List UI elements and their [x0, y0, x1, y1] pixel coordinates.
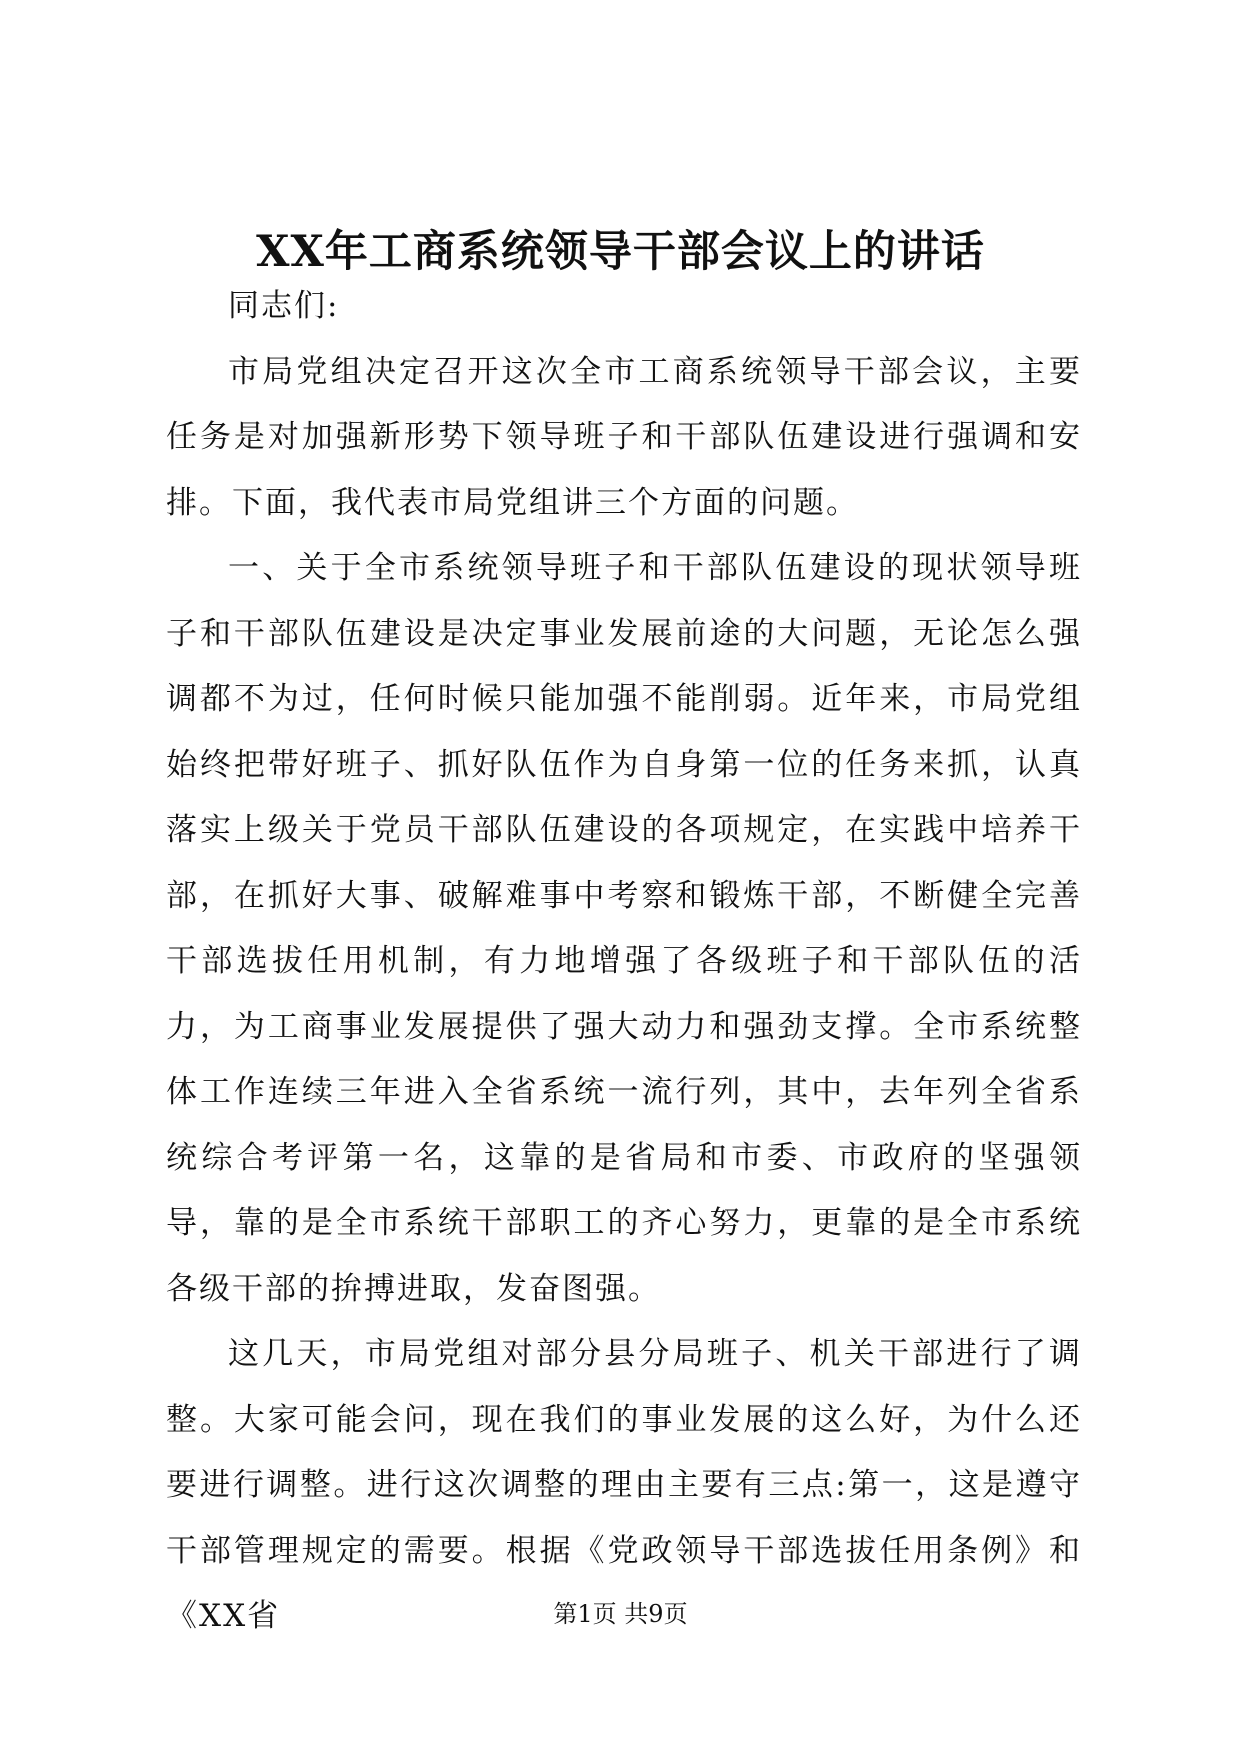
document-body [166, 274, 1082, 1650]
page-footer: 第1页 共9页 [553, 1600, 688, 1628]
salutation-paragraph: 同志们: [228, 288, 340, 324]
intro-paragraph: 市局党组决定召开这次全市工商系统领导干部会议，主要任务是对加强新形势下领导班子和干部队伍建设进行强调和安排。下面，我代表市局党组讲三个方面的问题。 [166, 353, 1082, 521]
adjustment-paragraph: 这几天，市局党组对部分县分局班子、机关干部进行了调整。大家可能会问，现在我们的事业发展的这么好，为什么还要进行调整。进行这次调整的理由主要有三点:第一，这是遵守干部管理规定的需要。根据《党政领导干部选拔任用条例》和《XX省 [166, 1336, 1082, 1634]
document-title: XX年工商系统领导干部会议上的讲话 [256, 227, 985, 277]
section-one-paragraph: 一、关于全市系统领导班子和干部队伍建设的现状领导班子和干部队伍建设是决定事业发展前途的大问题，无论怎么强调都不为过，任何时候只能加强不能削弱。近年来，市局党组始终把带好班子、抓好队伍作为自身第一位的任务来抓，认真落实上级关于党员干部队伍建设的各项规定，在实践中培养干部，在抓好大事、破解难事中考察和锻炼干部，不断健全完善干部选拔任用机制，有力地增强了各级班子和干部队伍的活力，为工商事业发展提供了强大动力和强劲支撑。全市系统整体工作连续三年进入全省系统一流行列，其中，去年列全省系统综合考评第一名，这靠的是省局和市委、市政府的坚强领导，靠的是全市系统干部职工的齐心努力，更靠的是全市系统各级干部的拚搏进取，发奋图强。 [166, 550, 1082, 1307]
